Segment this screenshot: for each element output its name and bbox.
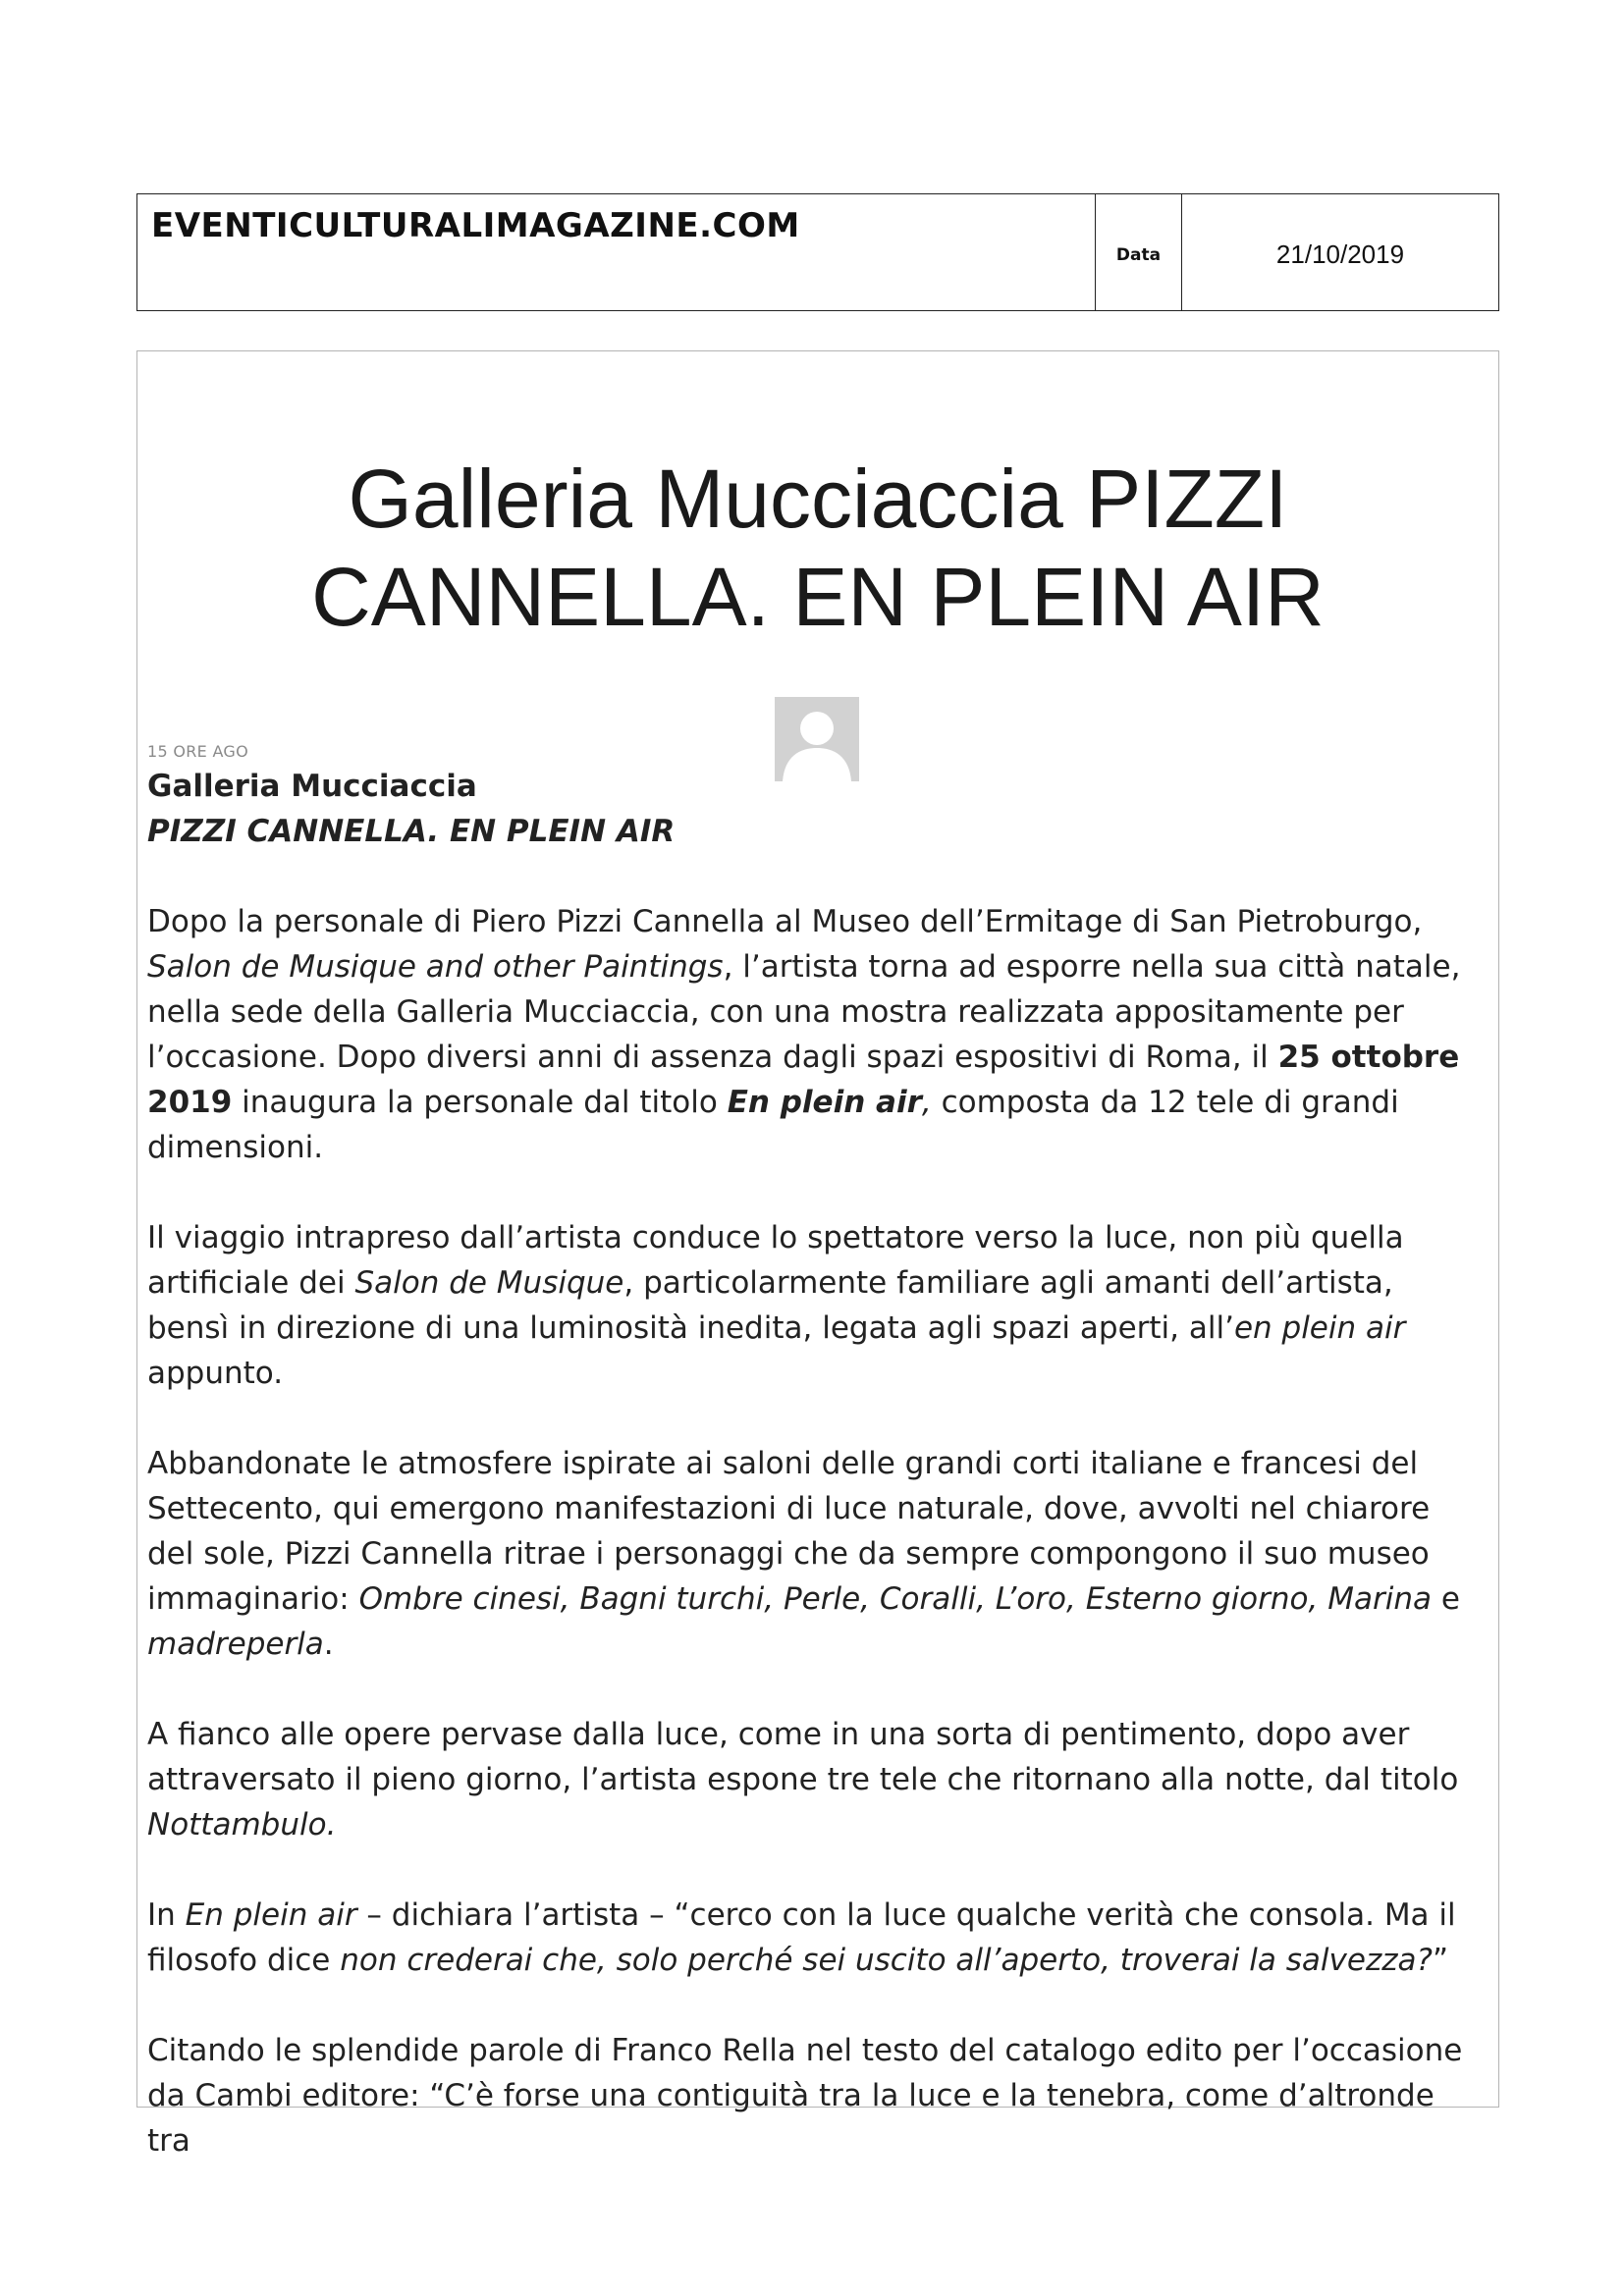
- paragraph-6: Citando le splendide parole di Franco Rella nel testo del catalogo edito per l’occasione da Cambi editore: “C’è forse una contiguità tra la luce e la tenebra, come d’altronde tra: [147, 2033, 1463, 2159]
- article-body: [147, 764, 1483, 2209]
- paragraph-3: Abbandonate le atmosfere ispirate ai saloni delle grandi corti italiane e francesi del Settecento, qui emergono manifestazioni di luce naturale, dove, avvolti nel chiarore del sole, Pizzi Cannella ritrae i personaggi che da sempre compongono il suo museo immaginario: Ombre cinesi, Bagni turchi, Perle, Coralli, L’oro, Esterno giorno, Marina e madreperla.: [147, 1446, 1460, 1662]
- date-value: 21/10/2019: [1275, 240, 1405, 269]
- paragraph-5: In En plein air – dichiara l’artista – “cerco con la luce qualche verità che consola. Ma il filosofo dice non crederai che, solo perché sei uscito all’aperto, troverai la salvezza?”: [147, 1897, 1456, 1978]
- paragraph-2: Il viaggio intrapreso dall’artista conduce lo spettatore verso la luce, non più quella artificiale dei Salon de Musique, particolarmente familiare agli amanti dell’artista, bensì in direzione di una luminosità inedita, legata agli spazi aperti, all’en plein air appunto.: [147, 1220, 1406, 1391]
- paragraph-4: A fianco alle opere pervase dalla luce, come in una sorta di pentimento, dopo aver attraversato il pieno giorno, l’artista espone tre tele che ritornano alla notte, dal titolo Nottambulo.: [147, 1717, 1459, 1842]
- header-table: [136, 193, 1499, 311]
- site-name: EVENTICULTURALIMAGAZINE.COM: [137, 194, 1096, 310]
- article-title-line-2: CANNELLA. EN PLEIN AIR: [311, 551, 1325, 643]
- article-frame: [136, 350, 1499, 2159]
- date-label: Data: [1096, 194, 1182, 310]
- time-ago: 15 ORE AGO: [147, 742, 249, 761]
- paragraph-1: Dopo la personale di Piero Pizzi Cannella al Museo dell’Ermitage di San Pietroburgo, Salon de Musique and other Paintings, l’artista torna ad esporre nella sua città natale, nella sede della Galleria Mucciaccia, con una mostra realizzata appositamente per l’occasione. Dopo diversi anni di assenza dagli spazi espositivi di Roma, il 25 ottobre 2019 inaugura la personale dal titolo En plein air, composta da 12 tele di grandi dimensioni.: [147, 904, 1461, 1165]
- article-subtitle: PIZZI CANNELLA. EN PLEIN AIR: [147, 814, 676, 849]
- venue-name: Galleria Mucciaccia: [147, 769, 477, 804]
- article-title-line-1: Galleria Mucciaccia PIZZI: [348, 453, 1288, 545]
- venue-heading: [147, 764, 1483, 854]
- article-title: [137, 450, 1498, 646]
